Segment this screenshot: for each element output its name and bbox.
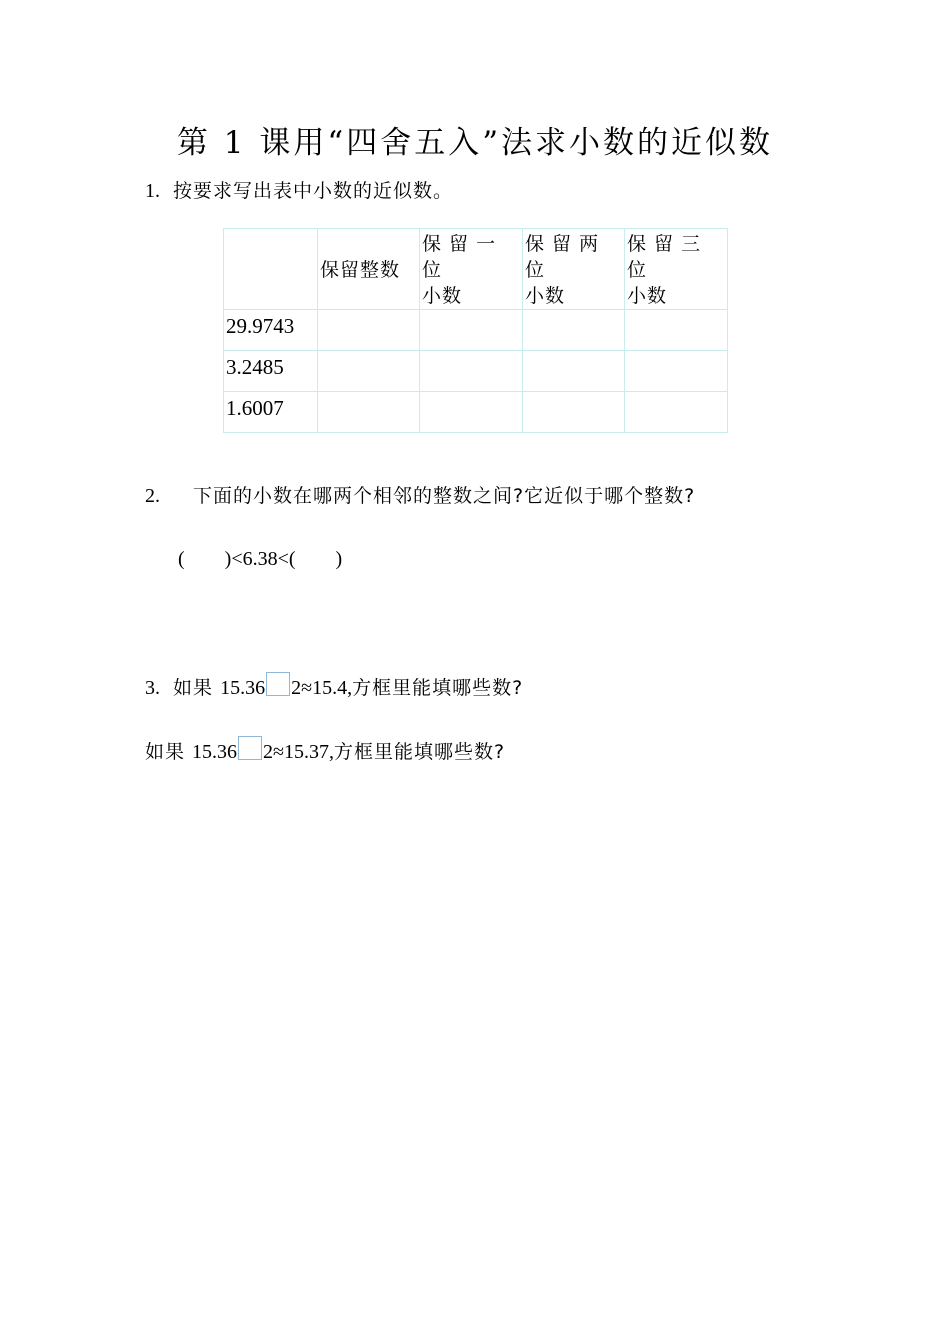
answer-cell[interactable] xyxy=(625,310,728,351)
question-3-line-2 xyxy=(145,736,505,766)
question-text: 如果 xyxy=(173,677,221,699)
question-text: 按要求写出表中小数的近似数。 xyxy=(173,180,454,202)
blank-box[interactable] xyxy=(238,736,262,760)
approx-expression: 2≈15.4, xyxy=(291,677,353,699)
decimal-number: 15.36 xyxy=(220,677,266,699)
header-line: 保 留 三 位 xyxy=(627,233,702,281)
answer-cell[interactable] xyxy=(420,392,523,433)
header-cell xyxy=(523,229,625,310)
approximation-table xyxy=(223,228,728,433)
answer-cell[interactable] xyxy=(523,351,625,392)
question-number: 2. xyxy=(145,485,160,507)
question-text: 下面的小数在哪两个相邻的整数之间?它近似于哪个整数? xyxy=(193,485,696,507)
answer-cell[interactable] xyxy=(420,351,523,392)
answer-cell[interactable] xyxy=(625,392,728,433)
question-text: 如果 xyxy=(145,741,193,763)
header-line: 保 留 两 位 xyxy=(525,233,600,281)
answer-cell[interactable] xyxy=(625,351,728,392)
table-row xyxy=(224,310,728,351)
page-title: 第 1 课用“四舍五入”法求小数的近似数 xyxy=(176,125,774,161)
question-number: 1. xyxy=(145,180,160,202)
number-cell: 29.9743 xyxy=(224,310,318,351)
approx-expression: 2≈15.37, xyxy=(263,741,335,763)
answer-cell[interactable] xyxy=(318,310,420,351)
header-line: 小数 xyxy=(525,285,566,307)
question-number: 3. xyxy=(145,677,160,699)
table-row xyxy=(224,392,728,433)
header-line: 小数 xyxy=(627,285,668,307)
number-cell: 1.6007 xyxy=(224,392,318,433)
answer-cell[interactable] xyxy=(420,310,523,351)
number-cell: 3.2485 xyxy=(224,351,318,392)
table-header-row xyxy=(224,229,728,310)
table-row xyxy=(224,351,728,392)
header-line: 小数 xyxy=(422,285,463,307)
decimal-number: 15.36 xyxy=(192,741,238,763)
blank-box[interactable] xyxy=(266,672,290,696)
header-cell xyxy=(625,229,728,310)
question-3-line-1 xyxy=(145,672,523,702)
answer-cell[interactable] xyxy=(523,310,625,351)
answer-cell[interactable] xyxy=(523,392,625,433)
answer-cell[interactable] xyxy=(318,351,420,392)
header-cell: 保留整数 xyxy=(318,229,420,310)
question-text: 方框里能填哪些数? xyxy=(352,677,524,699)
question-2 xyxy=(145,482,695,510)
header-cell-empty xyxy=(224,229,318,310)
question-text: 方框里能填哪些数? xyxy=(334,741,506,763)
inequality-expression: ( )<6.38<( ) xyxy=(178,548,343,570)
question-1 xyxy=(145,177,453,205)
header-cell xyxy=(420,229,523,310)
header-line: 保 留 一 位 xyxy=(422,233,497,281)
answer-cell[interactable] xyxy=(318,392,420,433)
